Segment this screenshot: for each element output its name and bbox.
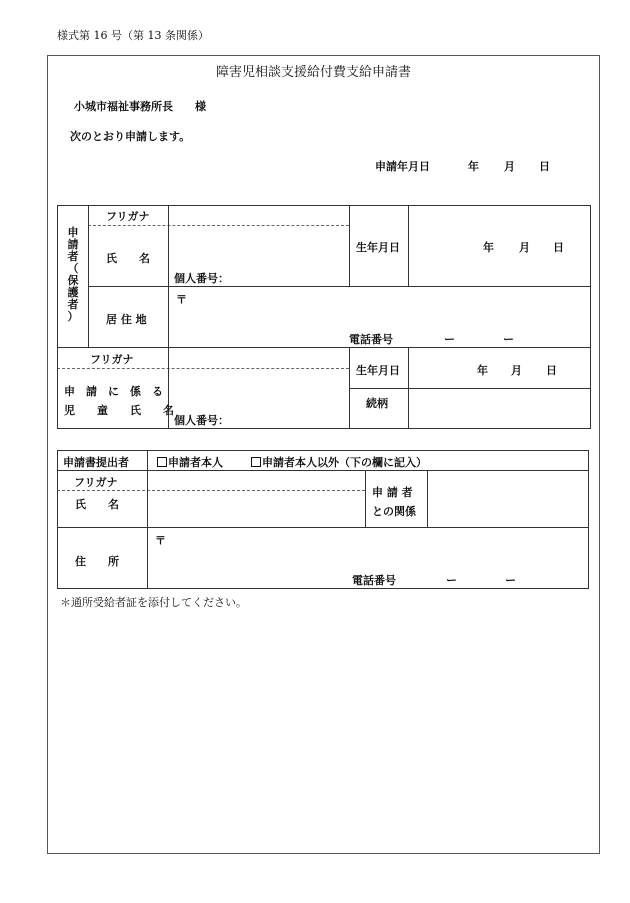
form-number: 様式第 16 号（第 13 条関係） [57, 29, 209, 42]
date-year: 年 [468, 160, 479, 173]
applicant-phone-dash-1: ー [444, 333, 455, 346]
submitter-furigana-label: フリガナ [74, 476, 118, 489]
applicant-address-label: 居 住 地 [106, 313, 147, 326]
attachment-note: ＊通所受給者証を添付してください。 [60, 596, 247, 609]
submitter-phone-dash-1: ー [446, 574, 457, 587]
checkbox-other[interactable] [251, 457, 261, 467]
intro-text: 次のとおり申請します。 [70, 130, 191, 143]
applicant-birth-month: 月 [519, 241, 530, 254]
application-date-label: 申請年月日 [375, 160, 430, 173]
submitter-label: 申請書提出者 [63, 456, 129, 469]
child-furigana-label: フリガナ [90, 353, 134, 366]
child-relationship-label: 続柄 [366, 397, 388, 410]
submitter-name-label: 氏 名 [75, 498, 119, 511]
applicant-name-label: 氏 名 [106, 252, 150, 265]
submitter-option-other[interactable]: 申請者本人以外（下の欄に記入） [251, 456, 427, 469]
submitter-address-label: 住 所 [75, 555, 119, 568]
applicant-birth-day: 日 [553, 241, 564, 254]
applicant-furigana-label: フリガナ [106, 210, 150, 223]
applicant-birth-year: 年 [483, 241, 494, 254]
submitter-phone-label: 電話番号 [352, 574, 396, 587]
child-label-line2: 児 童 氏 名 [64, 404, 174, 417]
child-birth-date-label: 生年月日 [356, 364, 400, 377]
child-label-line1: 申 請 に 係 る [64, 385, 163, 398]
applicant-phone-dash-2: ー [503, 333, 514, 346]
applicant-individual-number-label: 個人番号： [174, 272, 229, 285]
child-birth-month: 月 [511, 364, 522, 377]
applicant-postal-mark: 〒 [176, 293, 187, 306]
child-birth-day: 日 [546, 364, 557, 377]
submitter-relation-line1: 申 請 者 [372, 486, 413, 499]
submitter-relation-line2: との関係 [372, 505, 416, 518]
checkbox-self[interactable] [157, 457, 167, 467]
child-birth-year: 年 [477, 364, 488, 377]
date-month: 月 [504, 160, 515, 173]
date-day: 日 [539, 160, 550, 173]
child-individual-number-label: 個人番号： [174, 414, 229, 427]
applicant-birth-date-label: 生年月日 [356, 241, 400, 254]
applicant-phone-label: 電話番号 [349, 333, 393, 346]
applicant-side-label: 申 請 者 （ 保 護 者 ） [67, 226, 79, 323]
addressee: 小城市福祉事務所長 様 [74, 100, 206, 113]
submitter-postal-mark: 〒 [155, 534, 166, 547]
submitter-phone-dash-2: ー [505, 574, 516, 587]
submitter-option-self[interactable]: 申請者本人 [157, 456, 223, 469]
form-frame [47, 55, 600, 854]
form-title: 障害児相談支援給付費支給申請書 [216, 65, 412, 80]
